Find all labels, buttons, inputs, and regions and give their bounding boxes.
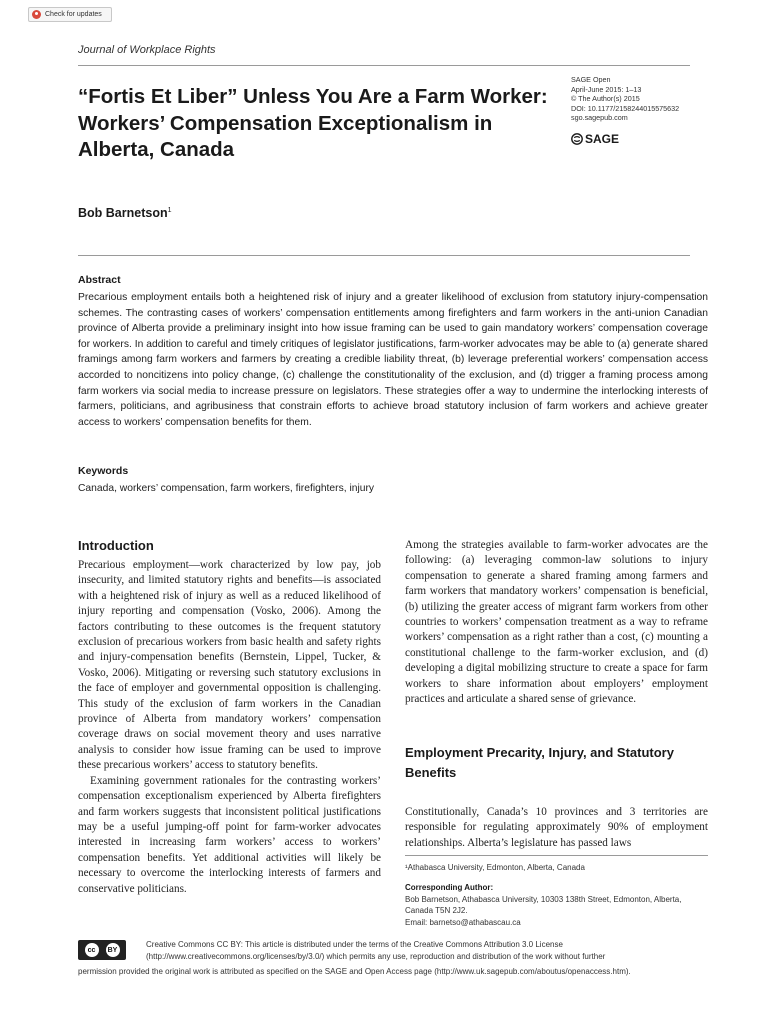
section2-body xyxy=(405,805,708,851)
sage-logo xyxy=(571,132,619,146)
corresponding-author-address: Bob Barnetson, Athabasca University, 10303 138th Street, Edmonton, Alberta, Canada T5N 2J2. xyxy=(405,894,682,916)
author-affiliation-mark: 1 xyxy=(167,206,172,214)
license-text: Creative Commons CC BY: This article is distributed under the terms of the Creative Commons Attribution 3.0 License (http://www.creativecommons.org/licenses/by/3.0/) which permits any use, reproduction and distribution of the work without further xyxy=(146,940,606,961)
keywords-text: Canada, workers’ compensation, farm workers, firefighters, injury xyxy=(78,483,375,494)
intro-paragraph-3: Among the strategies available to farm-worker advocates are the following: (a) leveraging common-law solutions to injury compensation to generate a shared framing among farmers and farm workers that mandatory workers’ compensation is beneficial, (b) utilizing the greater access of migrant farm workers from other countries to workers’ compensation treatment as a way to reframe workers’ compensation as a right rather than a cost, (c) mounting a constitutional challenge to the farm-worker exclusion, and (d) developing a digital mobilizing structure to create a space for farm workers to share information about employers’ employment practices and articulate a shared sense of grievance. xyxy=(405,539,708,706)
footnote-divider xyxy=(405,855,708,856)
corresponding-author xyxy=(405,882,708,928)
left-column xyxy=(78,558,381,897)
section2-paragraph-1: Constitutionally, Canada’s 10 provinces and 3 territories are responsible for regulating approximately 90% of employment relationships. Alberta’s legislature has passed laws xyxy=(405,806,708,849)
update-icon xyxy=(32,10,41,19)
abstract-divider xyxy=(78,255,690,256)
intro-paragraph-2: Examining government rationales for the contrasting workers’ compensation exceptionalism experienced by Alberta firefighters and farm workers suggests that inconsistent political justifications may be a useful jumping-off point for farm-worker advocates interested in increasing farm workers’ access to workers’ compensation benefits. Yet additional activities will likely be necessary to overcome the interlocking interests of farmers and conservative politicians. xyxy=(78,774,381,895)
header-divider xyxy=(78,65,690,66)
corresponding-author-email[interactable]: Email: barnetso@athabascau.ca xyxy=(405,917,521,927)
intro-paragraph-1: Precarious employment—work characterized by low pay, job insecurity, and limited statutory rights and benefits—is associated with a heightened risk of injury as well as a reduced likelihood of injury reporting and compensation (Vosko, 2006). Among the factors contributing to these outcomes is the frequent statutory exclusion of precarious workers from basic health and safety rights and injury-compensation benefits (Bernstein, Lippel, Tucker, & Vosko, 2006). Mitigating or reversing such statutory exclusions in the face of employer and governmental opposition is challenging. This study of the exclusion of farm workers in the Canadian province of Alberta from mandatory workers’ compensation coverage draws on social movement theory and uses narrative analysis to consider how issue framing can be used to improve these precarious workers’ access to statutory benefits. xyxy=(78,559,381,772)
meta-doi[interactable]: DOI: 10.1177/2158244015575632 xyxy=(571,103,680,113)
author-name xyxy=(78,206,172,220)
meta-issue: April-June 2015: 1–13 xyxy=(571,84,642,94)
right-column xyxy=(405,538,708,707)
section-heading-employment-precarity: Employment Precarity, Injury, and Statutory Benefits xyxy=(405,745,674,780)
meta-copyright: © The Author(s) 2015 xyxy=(571,94,640,104)
abstract-heading: Abstract xyxy=(78,274,121,286)
keywords-heading: Keywords xyxy=(78,465,129,477)
author-name-text: Bob Barnetson xyxy=(78,206,168,220)
meta-journal: SAGE Open xyxy=(571,75,611,84)
check-for-updates-button[interactable] xyxy=(28,7,112,22)
sage-logo-text: SAGE xyxy=(585,132,620,146)
license-text-continued: permission provided the original work is attributed as specified on the SAGE and Open Access page (http://www.uk.sagepub.com/aboutus/openaccess.htm). xyxy=(78,967,631,976)
article-title: “Fortis Et Liber” Unless You Are a Farm Worker: Workers’ Compensation Exceptionalism in Alberta, Canada xyxy=(78,85,548,161)
by-icon: BY xyxy=(106,943,120,957)
cc-icon: cc xyxy=(85,943,99,957)
introduction-heading: Introduction xyxy=(78,538,154,553)
meta-url[interactable]: sgo.sagepub.com xyxy=(571,113,628,123)
journal-name: Journal of Workplace Rights xyxy=(78,44,216,56)
abstract-text: Precarious employment entails both a heightened risk of injury and a greater likelihood of exclusion from statutory injury-compensation schemes. The contrasting cases of workers’ compensation entitlements among firefighters and farm workers in the anti-union Canadian province of Alberta provide a preliminary insight into how issue framing can be used to gain mandatory workers’ compensation coverage for workers. In addition to careful and timely critiques of legislator justifications, farm-worker advocates may be able to (a) generate shared framings among farm workers and farmers by creating a credible liability threat, (b) leverage preferential workers’ compensation access accorded to noncitizens into policy change, (c) challenge the constitutionality of the exclusion, and (d) trigger a framing process among farm workers via social media to increase pressure on legislators. These strategies offer a way to undermine the interlocking interests of farmers, politicians, and agribusiness that constrain efforts to achieve broad statutory inclusion of farm workers and achieve greater access to workers’ compensation benefits for them. xyxy=(78,292,708,428)
article-meta xyxy=(571,75,761,123)
affiliation-footnote: ¹Athabasca University, Edmonton, Alberta, Canada xyxy=(405,863,585,872)
sage-logo-icon xyxy=(571,133,583,145)
corresponding-author-heading: Corresponding Author: xyxy=(405,883,494,892)
creative-commons-badge xyxy=(78,940,126,960)
check-for-updates-label: Check for updates xyxy=(45,11,102,18)
